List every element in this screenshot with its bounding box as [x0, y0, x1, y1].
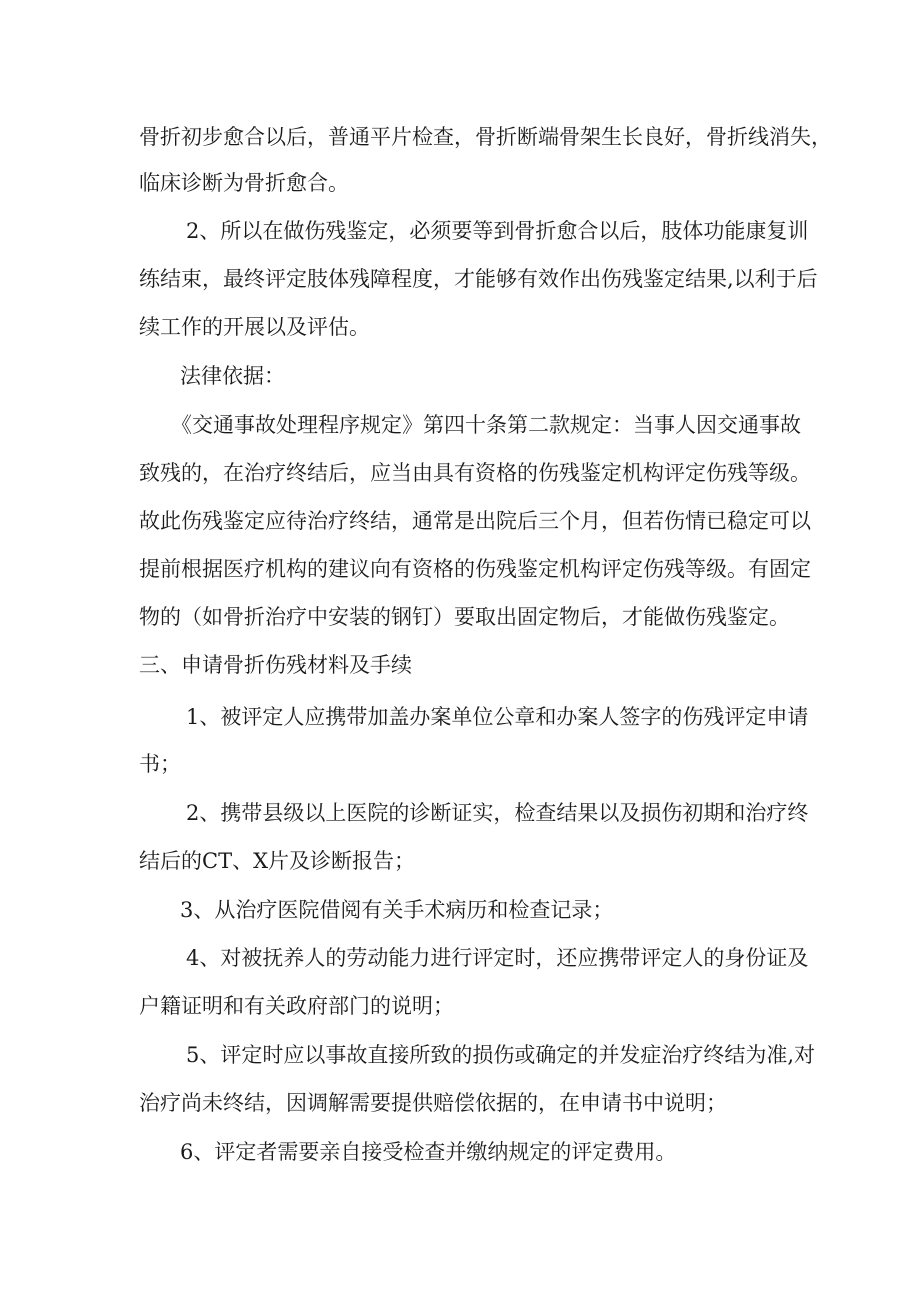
list-item: 5、评定时应以事故直接所致的损伤或确定的并发症治疗终结为准,对	[186, 1043, 816, 1067]
list-item-continuation: 书；	[139, 752, 181, 776]
list-item: 1、被评定人应携带加盖办案单位公章和办案人签字的伤残评定申请	[186, 705, 809, 729]
section-label: 法律依据：	[180, 364, 285, 388]
list-item-continuation: 户籍证明和有关政府部门的说明；	[139, 994, 454, 1018]
paragraph-line: 《交通事故处理程序规定》第四十条第二款规定：当事人因交通事故	[171, 413, 801, 437]
paragraph-line: 练结束，最终评定肢体残障程度，才能够有效作出伤残鉴定结果,以利于后	[139, 267, 818, 291]
section-heading: 三、申请骨折伤残材料及手续	[139, 653, 412, 677]
list-item: 6、评定者需要亲自接受检查并缴纳规定的评定费用。	[180, 1140, 677, 1164]
list-item-continuation: 治疗尚未终结，因调解需要提供赔偿依据的，在申请书中说明；	[139, 1091, 727, 1115]
list-item: 2、携带县级以上医院的诊断证实，检查结果以及损伤初期和治疗终	[186, 801, 809, 825]
list-item: 3、从治疗医院借阅有关手术病历和检查记录；	[180, 898, 614, 922]
paragraph-line: 致残的，在治疗终结后，应当由具有资格的伤残鉴定机构评定伤残等级。	[139, 461, 811, 485]
paragraph-line: 2、所以在做伤残鉴定，必须要等到骨折愈合以后，肢体功能康复训	[186, 219, 809, 243]
paragraph-line: 提前根据医疗机构的建议向有资格的伤残鉴定机构评定伤残等级。有固定	[139, 557, 811, 581]
paragraph-line: 物的（如骨折治疗中安装的钢钉）要取出固定物后，才能做伤残鉴定。	[139, 605, 790, 629]
paragraph-line: 骨折初步愈合以后，普通平片检查，骨折断端骨架生长良好，骨折线消失，	[139, 125, 832, 149]
paragraph-line: 临床诊断为骨折愈合。	[139, 171, 349, 195]
list-item: 4、对被抚养人的劳动能力进行评定时，还应携带评定人的身份证及	[186, 946, 809, 970]
paragraph-line: 故此伤残鉴定应待治疗终结，通常是出院后三个月，但若伤情已稳定可以	[139, 509, 811, 533]
paragraph-line: 续工作的开展以及评估。	[139, 315, 370, 339]
list-item-continuation: 结后的CT、X片及诊断报告；	[139, 849, 416, 873]
